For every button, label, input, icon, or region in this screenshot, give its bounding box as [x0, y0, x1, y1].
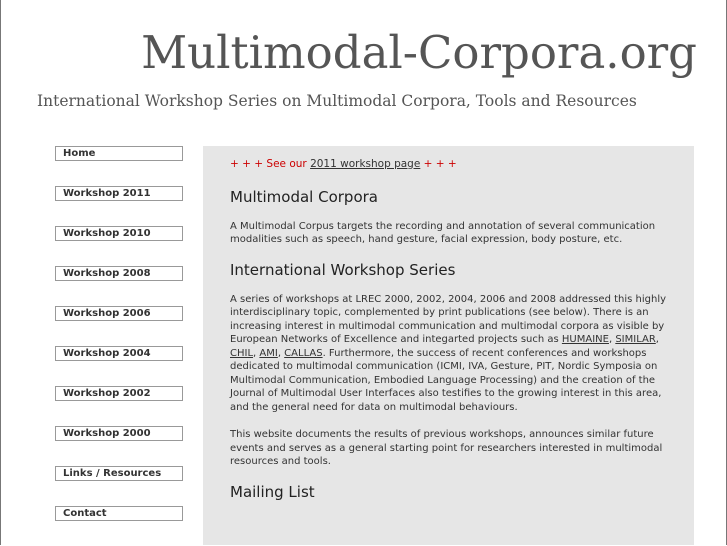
heading-multimodal-corpora: Multimodal Corpora: [230, 187, 378, 206]
paragraph-multimodal-corpus: A Multimodal Corpus targets the recording and annotation of several communication modalities such as speech, hand gesture, facial expression, body posture, etc.: [230, 220, 656, 245]
nav-item-contact[interactable]: Contact: [55, 506, 183, 521]
nav-item-workshop-2011[interactable]: Workshop 2011: [55, 186, 183, 201]
announcement-suffix: + + +: [420, 158, 457, 170]
link-callas[interactable]: CALLAS: [284, 347, 323, 359]
nav-item-workshop-2002[interactable]: Workshop 2002: [55, 386, 183, 401]
nav-item-workshop-2008[interactable]: Workshop 2008: [55, 266, 183, 281]
site-title: Multimodal-Corpora.org: [141, 26, 697, 79]
link-similar[interactable]: SIMILAR: [615, 334, 656, 345]
paragraph-workshop-series: A series of workshops at LREC 2000, 2002, 2004, 2006 and 2008 addressed this highly interdisciplinary topic, complemented by print publications (see below). There is an increasing interest in multimodal communication and multimodal corpora as visible by European Networks of Excellence and integarted projects such as HUMAINE, SIMILAR, CHIL, AMI, CALLAS. Furthermore, the success of recent conferences and workshops dedicated to multimodal communication (ICMI, IVA, Gesture, PIT, Nordic Symposia on Multimodal Communication, Embodied Language Processing) and the creation of the Journal of Multimodal User Interfaces also testifies to the growing interest in this area, and the general need for data on multimodal behaviours.: [230, 293, 667, 413]
main-content: [203, 146, 694, 545]
link-humaine[interactable]: HUMAINE: [561, 334, 609, 345]
nav-item-home[interactable]: Home: [55, 146, 183, 161]
sidebar-nav: [55, 146, 183, 546]
link-chil[interactable]: CHIL: [230, 347, 254, 359]
announcement: [230, 158, 670, 172]
nav-item-workshop-2010[interactable]: Workshop 2010: [55, 226, 183, 241]
link-ami[interactable]: AMI: [259, 347, 278, 359]
site-subtitle: International Workshop Series on Multimodal Corpora, Tools and Resources: [37, 92, 637, 110]
paragraph-text-a: A series of workshops at LREC 2000, 2002, 2004, 2006 and 2008 addressed this highly interdisciplinary topic, complemented by print publications (see below). There is an increasing interest in multimodal communication and multimodal corpora as visible by European Networks of Excellence and integarted projects such as: [230, 293, 667, 345]
nav-item-workshop-2004[interactable]: Workshop 2004: [55, 346, 183, 361]
nav-item-workshop-2000[interactable]: Workshop 2000: [55, 426, 183, 441]
heading-mailing-list: Mailing List: [230, 482, 315, 501]
nav-item-workshop-2006[interactable]: Workshop 2006: [55, 306, 183, 321]
heading-workshop-series: International Workshop Series: [230, 260, 456, 279]
paragraph-website-purpose: This website documents the results of previous workshops, announces similar future events and serves as a general starting point for researchers interested in multimodal resources and tools.: [230, 429, 663, 467]
announcement-prefix: + + + See our: [230, 158, 311, 170]
nav-item-links-resources[interactable]: Links / Resources: [55, 466, 183, 481]
workshop-2011-link[interactable]: 2011 workshop page: [310, 158, 421, 170]
paragraph-text-b: . Furthermore, the success of recent conferences and workshops dedicated to multimodal communication (ICMI, IVA, Gesture, PIT, Nordic Symposia on Multimodal Communication, Embodied Language Processing) and the creation of the Journal of Multimodal User Interfaces also testifies to the growing interest in this area, and the general need for data on multimodal behaviours.: [230, 347, 662, 413]
